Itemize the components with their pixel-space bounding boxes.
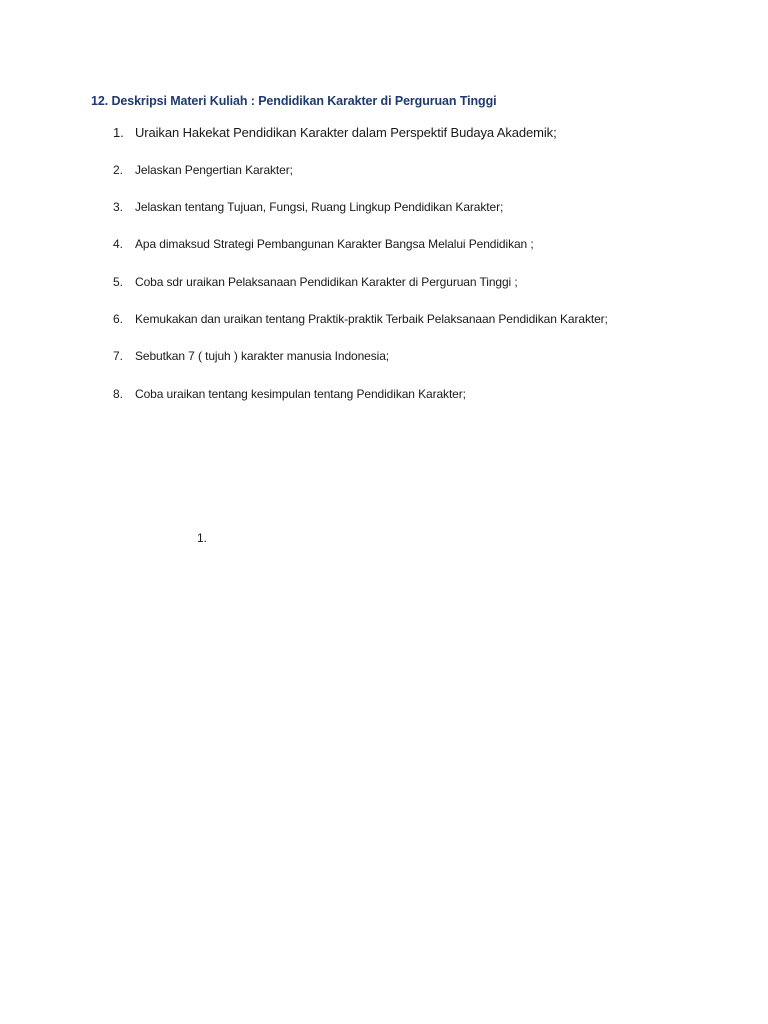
list-item (113, 275, 518, 289)
list-item-number: 3. (113, 200, 123, 214)
list-item (113, 312, 608, 326)
stray-list-number: 1. (197, 531, 208, 545)
list-item (113, 349, 389, 363)
list-item-number: 1. (113, 125, 124, 140)
list-item-number: 4. (113, 237, 123, 251)
list-item (113, 163, 293, 177)
list-item-number: 5. (113, 275, 123, 289)
list-item-text: Coba uraikan tentang kesimpulan tentang Pendidikan Karakter; (135, 387, 466, 401)
list-item (113, 237, 534, 251)
section-heading: 12. Deskripsi Materi Kuliah : Pendidikan Karakter di Perguruan Tinggi (91, 94, 497, 108)
list-item-text: Kemukakan dan uraikan tentang Praktik-praktik Terbaik Pelaksanaan Pendidikan Karakter; (135, 312, 608, 326)
list-item (113, 125, 557, 140)
list-item (113, 387, 466, 401)
list-item (113, 200, 503, 214)
list-item-text: Jelaskan Pengertian Karakter; (135, 163, 293, 177)
list-item-text: Sebutkan 7 ( tujuh ) karakter manusia Indonesia; (135, 349, 390, 363)
list-item-text: Coba sdr uraikan Pelaksanaan Pendidikan Karakter di Perguruan Tinggi ; (135, 275, 518, 289)
list-item-number: 8. (113, 387, 123, 401)
list-item-number: 6. (113, 312, 123, 326)
list-item-text: Uraikan Hakekat Pendidikan Karakter dalam Perspektif Budaya Akademik; (135, 125, 557, 140)
list-item-number: 7. (113, 349, 123, 363)
list-item-text: Apa dimaksud Strategi Pembangunan Karakter Bangsa Melalui Pendidikan ; (135, 237, 534, 251)
list-item-text: Jelaskan tentang Tujuan, Fungsi, Ruang Lingkup Pendidikan Karakter; (135, 200, 504, 214)
list-item-number: 2. (113, 163, 123, 177)
